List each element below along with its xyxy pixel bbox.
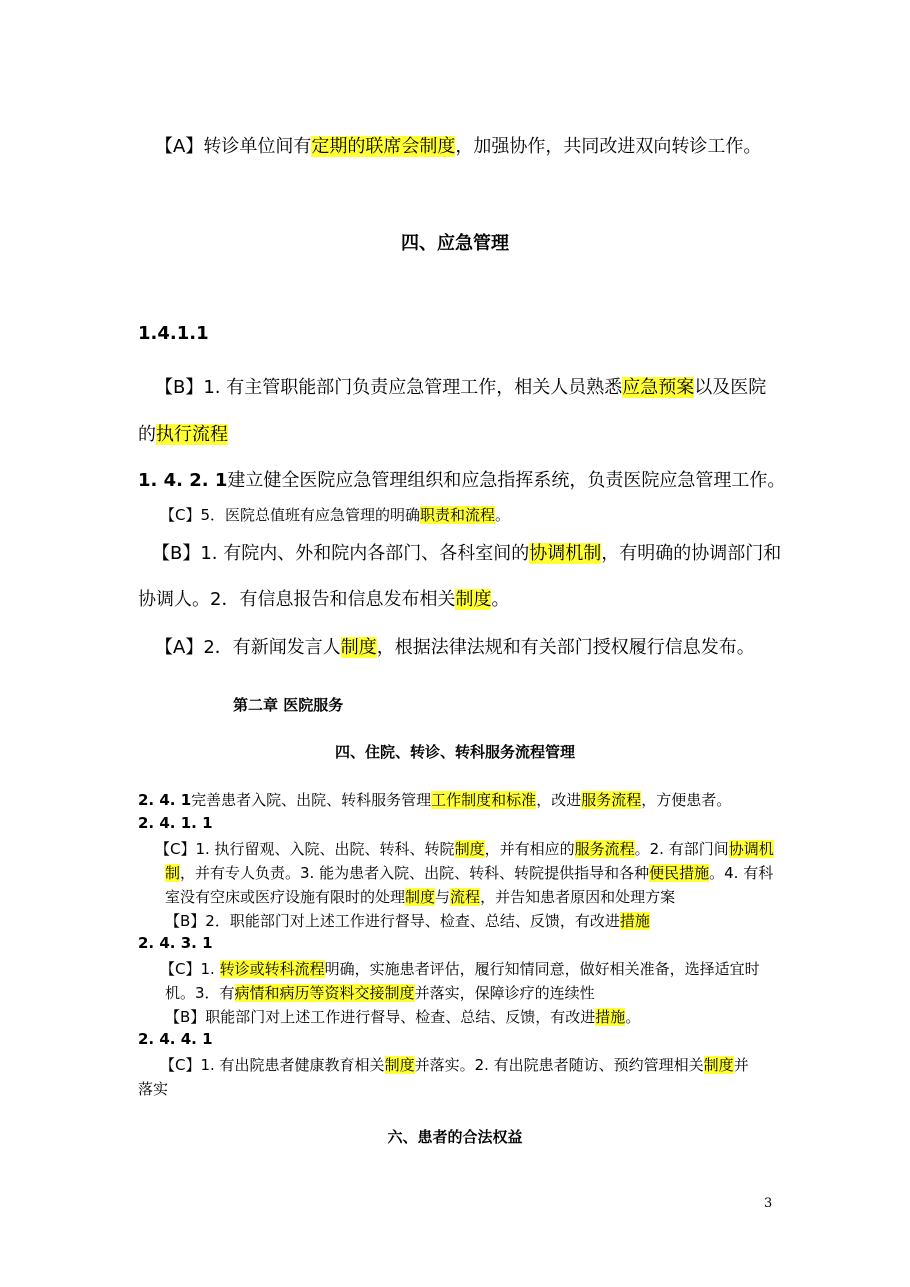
paragraph: 【C】5．医院总值班有应急管理的明确职责和流程。 [160, 506, 511, 524]
clause-code: 2. 4. 1. 1 [138, 814, 213, 832]
highlight: 病情和病历等资料交接制度 [234, 984, 415, 1002]
section-heading: 四、住院、转诊、转科服务流程管理 [334, 743, 575, 761]
paragraph: 【B】职能部门对上述工作进行督导、检查、总结、反馈，有改进措施。 [165, 1008, 641, 1026]
paragraph: 【A】2．有新闻发言人制度，根据法律法规和有关部门授权履行信息发布。 [155, 637, 755, 658]
clause-code: 2. 4. 3. 1 [138, 934, 213, 952]
highlight: 转诊或转科流程 [219, 960, 325, 978]
highlight: 协调机 [728, 840, 774, 858]
paragraph: 【B】1. 有院内、外和院内各部门、各科室间的协调机制，有明确的协调部门和 [152, 543, 782, 564]
paragraph-continuation: 落实 [138, 1080, 169, 1098]
highlight: 协调机制 [529, 543, 602, 564]
paragraph: 【A】转诊单位间有定期的联席会制度，加强协作，共同改进双向转诊工作。 [155, 136, 762, 157]
highlight: 应急预案 [622, 377, 695, 398]
highlight: 制度 [703, 1056, 734, 1074]
highlight: 措施 [619, 912, 650, 930]
highlight: 制 [165, 864, 181, 882]
paragraph: 2. 4. 1完善患者入院、出院、转科服务管理工作制度和标准，改进服务流程，方便患者。 [138, 791, 732, 809]
paragraph: 【B】1. 有主管职能部门负责应急管理工作，相关人员熟悉应急预案以及医院 [155, 377, 767, 398]
highlight: 职责和流程 [420, 506, 496, 524]
clause-code: 1. 4. 2. 1 [138, 470, 228, 491]
paragraph-continuation: 室没有空床或医疗设施有限时的处理制度与流程，并告知患者原因和处理方案 [165, 888, 676, 906]
paragraph-continuation: 协调人。2．有信息报告和信息发布相关制度。 [138, 589, 510, 610]
highlight: 工作制度和标准 [431, 791, 537, 809]
highlight: 制度 [340, 637, 377, 658]
highlight: 制度 [454, 840, 485, 858]
highlight: 定期的联席会制度 [311, 136, 456, 157]
paragraph: 【C】1. 有出院患者健康教育相关制度并落实。2. 有出院患者随访、预约管理相关制度并 [160, 1056, 749, 1074]
highlight: 制度 [405, 888, 436, 906]
highlight: 制度 [384, 1056, 415, 1074]
section-heading: 六、患者的合法权益 [387, 1128, 523, 1146]
highlight: 服务流程 [574, 840, 635, 858]
section-heading: 四、应急管理 [401, 233, 509, 254]
highlight: 措施 [595, 1008, 626, 1026]
paragraph-continuation: 的执行流程 [138, 424, 228, 445]
highlight: 流程 [450, 888, 481, 906]
paragraph: 【B】2．职能部门对上述工作进行督导、检查、总结、反馈，有改进措施 [165, 912, 650, 930]
chapter-heading: 第二章 医院服务 [233, 696, 344, 714]
paragraph-continuation: 机。3．有病情和病历等资料交接制度并落实，保障诊疗的连续性 [165, 984, 595, 1002]
page-number: 3 [764, 1196, 773, 1211]
paragraph: 【C】1. 执行留观、入院、出院、转科、转院制度，并有相应的服务流程。2. 有部门间协调机 [155, 840, 774, 858]
highlight: 制度 [455, 589, 492, 610]
clause-code: 1.4.1.1 [138, 323, 209, 344]
paragraph-continuation: 制，并有专人负责。3. 能为患者入院、出院、转科、转院提供指导和各种便民措施。4. 有科 [165, 864, 774, 882]
highlight: 服务流程 [581, 791, 642, 809]
paragraph: 【C】1. 转诊或转科流程明确，实施患者评估，履行知情同意，做好相关准备，选择适宜时 [160, 960, 760, 978]
clause-code: 2. 4. 4. 1 [138, 1030, 213, 1048]
highlight: 执行流程 [156, 424, 228, 445]
clause-code: 2. 4. 1 [138, 791, 192, 809]
paragraph: 1. 4. 2. 1建立健全医院应急管理组织和应急指挥系统，负责医院应急管理工作。 [138, 470, 786, 491]
highlight: 便民措施 [649, 864, 710, 882]
